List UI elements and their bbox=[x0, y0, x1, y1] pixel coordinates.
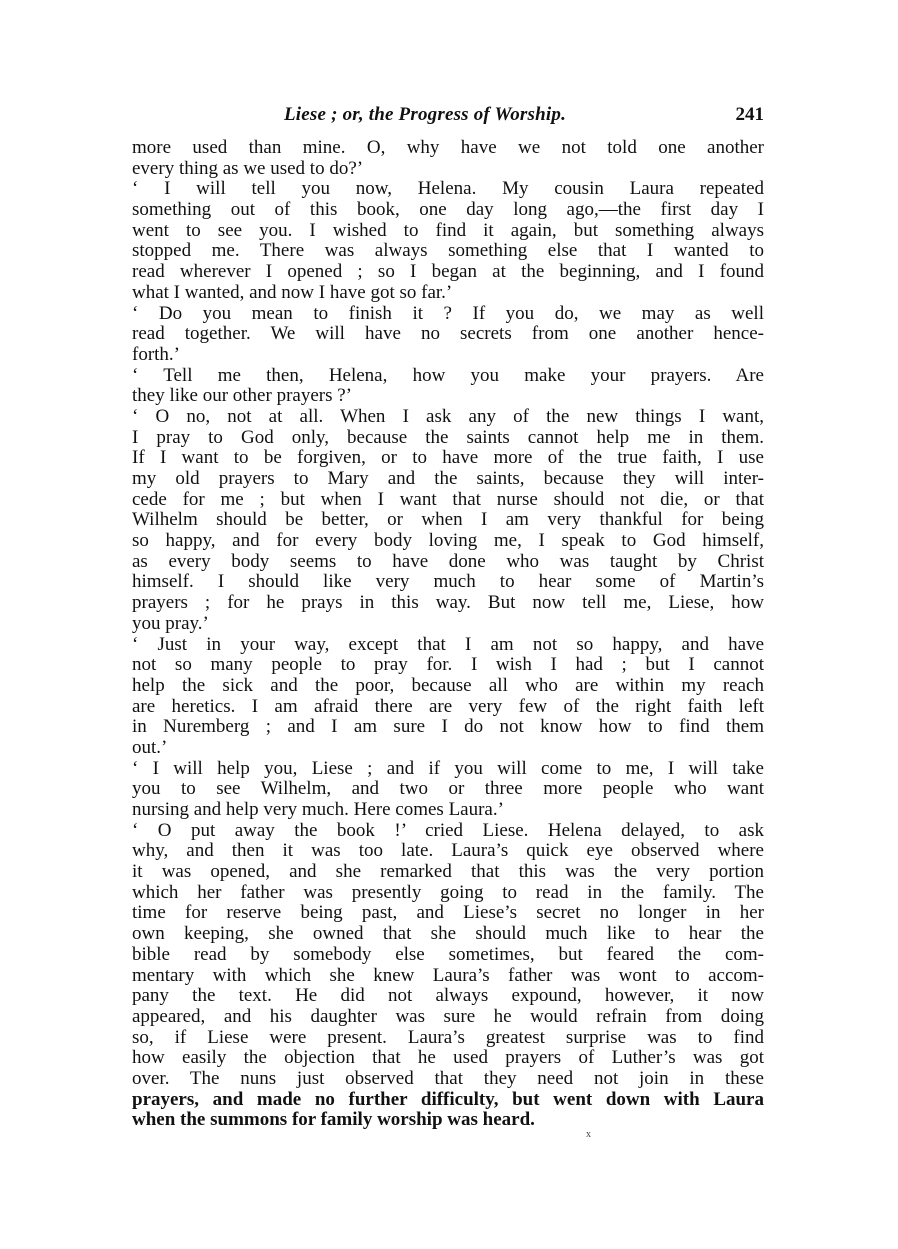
text-line: ‘ Just in your way, except that I am not so happy, and have bbox=[132, 633, 764, 655]
text-line: every thing as we used to do?’ bbox=[132, 157, 364, 179]
text-line: went to see you. I wished to find it again, but something always bbox=[132, 219, 764, 241]
text-line: in Nuremberg ; and I am sure I do not know how to find them bbox=[132, 716, 764, 738]
text-line: Wilhelm should be better, or when I am very thankful for being bbox=[132, 509, 764, 531]
body-text bbox=[132, 138, 764, 1131]
text-line: stopped me. There was always something else that I wanted to bbox=[132, 240, 764, 262]
text-line: forth.’ bbox=[132, 343, 181, 365]
text-line: so happy, and for every body loving me, I speak to God himself, bbox=[132, 530, 764, 552]
text-line: help the sick and the poor, because all who are within my reach bbox=[132, 674, 764, 696]
text-line: mentary with which she knew Laura’s father was wont to accom- bbox=[132, 964, 764, 986]
page-number: 241 bbox=[735, 104, 764, 125]
text-line: something out of this book, one day long ago,—the first day I bbox=[132, 199, 764, 221]
text-line: ‘ I will help you, Liese ; and if you will come to me, I will take bbox=[132, 757, 764, 779]
text-line: I pray to God only, because the saints cannot help me in them. bbox=[132, 426, 764, 448]
text-line: you pray.’ bbox=[132, 612, 209, 634]
running-title: Liese ; or, the Progress of Worship. bbox=[284, 104, 567, 125]
text-line: so, if Liese were present. Laura’s greatest surprise was to find bbox=[132, 1026, 764, 1048]
text-line: appeared, and his daughter was sure he would refrain from doing bbox=[132, 1005, 764, 1027]
text-line: are heretics. I am afraid there are very few of the right faith left bbox=[132, 695, 764, 717]
text-line: prayers ; for he prays in this way. But now tell me, Liese, how bbox=[132, 592, 764, 614]
text-line: out.’ bbox=[132, 736, 168, 758]
text-line: prayers, and made no further difficulty, but went down with Laura bbox=[132, 1088, 764, 1110]
text-line: himself. I should like very much to hear some of Martin’s bbox=[132, 571, 764, 593]
text-line: ‘ Tell me then, Helena, how you make your prayers. Are bbox=[132, 364, 764, 386]
text-line: time for reserve being past, and Liese’s secret no longer in her bbox=[132, 902, 764, 924]
text-line: you to see Wilhelm, and two or three more people who want bbox=[132, 778, 764, 800]
text-line: pany the text. He did not always expound, however, it now bbox=[132, 985, 764, 1007]
text-line: not so many people to pray for. I wish I had ; but I cannot bbox=[132, 654, 764, 676]
text-line: why, and then it was too late. Laura’s quick eye observed where bbox=[132, 840, 764, 862]
text-line: read together. We will have no secrets from one another hence- bbox=[132, 323, 764, 345]
text-line: they like our other prayers ?’ bbox=[132, 385, 352, 407]
text-line: ‘ I will tell you now, Helena. My cousin Laura repeated bbox=[132, 178, 764, 200]
text-line: what I wanted, and now I have got so far.’ bbox=[132, 281, 453, 303]
text-line: when the summons for family worship was heard. bbox=[132, 1109, 535, 1131]
text-line: over. The nuns just observed that they need not join in these bbox=[132, 1067, 764, 1089]
text-line: more used than mine. O, why have we not told one another bbox=[132, 137, 764, 158]
text-line: nursing and help very much. Here comes Laura.’ bbox=[132, 799, 504, 820]
text-line: own keeping, she owned that she should much like to hear the bbox=[132, 923, 764, 945]
text-line: my old prayers to Mary and the saints, because they will inter- bbox=[132, 468, 764, 489]
signature-mark: x bbox=[586, 1129, 591, 1140]
text-line: ‘ Do you mean to finish it ? If you do, we may as well bbox=[132, 302, 764, 324]
text-line: as every body seems to have done who was taught by Christ bbox=[132, 550, 764, 572]
text-line: it was opened, and she remarked that this was the very portion bbox=[132, 861, 764, 883]
text-line: ‘ O put away the book !’ cried Liese. Helena delayed, to ask bbox=[132, 819, 764, 841]
text-line: which her father was presently going to read in the family. The bbox=[132, 881, 764, 903]
text-line: ‘ O no, not at all. When I ask any of the new things I want, bbox=[132, 405, 764, 427]
running-head bbox=[132, 104, 764, 130]
text-line: If I want to be forgiven, or to have more of the true faith, I use bbox=[132, 447, 764, 469]
text-line: read wherever I opened ; so I began at the beginning, and I found bbox=[132, 261, 764, 283]
text-line: bible read by somebody else sometimes, but feared the com- bbox=[132, 943, 764, 965]
text-line: how easily the objection that he used prayers of Luther’s was got bbox=[132, 1047, 764, 1069]
text-line: cede for me ; but when I want that nurse should not die, or that bbox=[132, 488, 764, 510]
